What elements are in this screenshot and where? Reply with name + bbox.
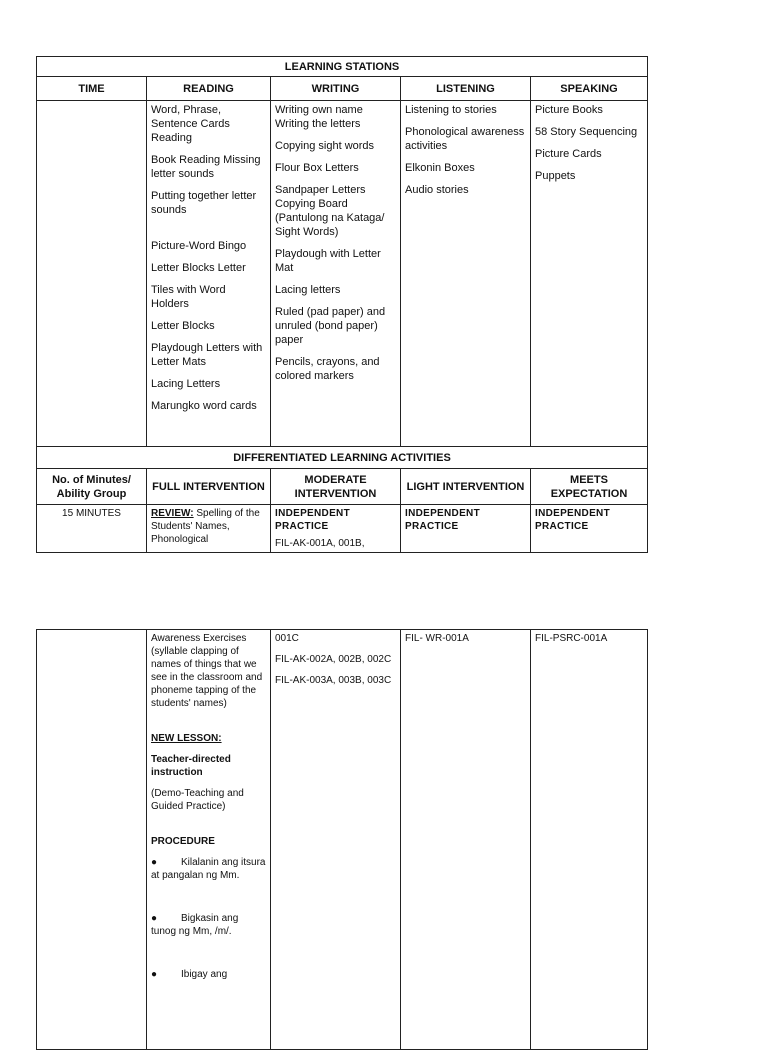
bullet-icon: ● xyxy=(151,857,158,868)
activity-code: FIL-AK-001A, 001B, xyxy=(275,538,365,549)
meets-expectation-cell xyxy=(531,505,648,553)
list-item: Pencils, crayons, and colored markers xyxy=(275,356,380,382)
speaking-cell xyxy=(531,101,648,447)
list-item: Putting together letter sounds xyxy=(151,190,257,216)
list-item: Letter Blocks Letter xyxy=(151,262,246,274)
header-light: LIGHT INTERVENTION xyxy=(401,469,531,505)
list-item: Copying sight words xyxy=(275,140,375,152)
list-item: Word, Phrase, Sentence Cards Reading xyxy=(151,104,230,144)
header-meets: MEETS EXPECTATION xyxy=(531,469,648,505)
continuation-table xyxy=(36,629,648,1050)
list-item: Elkonin Boxes xyxy=(405,162,475,174)
reading-cell xyxy=(147,101,271,447)
activity-code: FIL- WR-001A xyxy=(405,633,469,644)
procedure-step: ● Bigkasin ang tunog ng Mm, /m/. xyxy=(151,913,239,937)
list-item: Writing own name Writing the letters xyxy=(275,104,363,130)
bullet-icon: ● xyxy=(151,969,158,980)
list-item: Lacing Letters xyxy=(151,378,221,390)
learning-stations-table xyxy=(36,56,648,553)
meets-expectation-cell xyxy=(531,630,648,1050)
activity-code: FIL-AK-003A, 003B, 003C xyxy=(275,675,392,686)
light-intervention-cell xyxy=(401,505,531,553)
list-item: Tiles with Word Holders xyxy=(151,284,226,310)
list-item: Letter Blocks xyxy=(151,320,215,332)
header-time: TIME xyxy=(37,77,147,101)
header-writing: WRITING xyxy=(271,77,401,101)
moderate-intervention-cell xyxy=(271,630,401,1050)
new-lesson-label: NEW LESSON: xyxy=(151,733,222,744)
demo-text: (Demo-Teaching and Guided Practice) xyxy=(151,788,244,812)
light-intervention-cell xyxy=(401,630,531,1050)
list-item: Ruled (pad paper) and unruled (bond paper) paper xyxy=(275,306,386,346)
independent-practice-label: INDEPENDENT PRACTICE xyxy=(405,508,480,532)
independent-practice-label: INDEPENDENT PRACTICE xyxy=(535,508,610,532)
review-label: REVIEW: xyxy=(151,508,194,519)
list-item: Flour Box Letters xyxy=(275,162,359,174)
teacher-directed-label: Teacher-directed instruction xyxy=(151,754,231,778)
header-moderate: MODERATE INTERVENTION xyxy=(271,469,401,505)
list-item: Marungko word cards xyxy=(151,400,257,412)
list-item: Lacing letters xyxy=(275,284,341,296)
activity-code: FIL-PSRC-001A xyxy=(535,633,608,644)
review-text: Spelling of the Students' Names, Phonological xyxy=(151,508,260,545)
review-continuation: Awareness Exercises (syllable clapping of names of things that we see in the classroom and phoneme tapping of the students' names) xyxy=(151,633,263,709)
moderate-intervention-cell xyxy=(271,505,401,553)
full-intervention-cell xyxy=(147,505,271,553)
list-item: Picture Cards xyxy=(535,148,602,160)
activity-code: 001C xyxy=(275,633,299,644)
header-listening: LISTENING xyxy=(401,77,531,101)
procedure-step: ● Ibigay ang xyxy=(151,969,228,980)
list-item: 58 Story Sequencing xyxy=(535,126,638,138)
section-title: DIFFERENTIATED LEARNING ACTIVITIES xyxy=(37,447,648,469)
time-cell xyxy=(37,101,147,447)
procedure-step: ● Kilalanin ang itsura at pangalan ng Mm. xyxy=(151,857,266,881)
procedure-label: PROCEDURE xyxy=(151,836,215,847)
list-item: Playdough Letters with Letter Mats xyxy=(151,342,263,368)
header-speaking: SPEAKING xyxy=(531,77,648,101)
list-item: Playdough with Letter Mat xyxy=(275,248,381,274)
header-full: FULL INTERVENTION xyxy=(147,469,271,505)
list-item: Book Reading Missing letter sounds xyxy=(151,154,261,180)
list-item: Audio stories xyxy=(405,184,469,196)
time-value: 15 MINUTES xyxy=(37,505,147,553)
full-intervention-cell xyxy=(147,630,271,1050)
time-cell xyxy=(37,630,147,1050)
listening-cell xyxy=(401,101,531,447)
list-item: Puppets xyxy=(535,170,576,182)
list-item: Sandpaper Letters Copying Board (Pantulong na Kataga/ Sight Words) xyxy=(275,184,385,238)
bullet-icon: ● xyxy=(151,913,158,924)
list-item: Picture-Word Bingo xyxy=(151,240,247,252)
independent-practice-label: INDEPENDENT PRACTICE xyxy=(275,508,350,532)
list-item: Listening to stories xyxy=(405,104,497,116)
header-minutes: No. of Minutes/ Ability Group xyxy=(37,469,147,505)
table-title: LEARNING STATIONS xyxy=(37,57,648,77)
list-item: Phonological awareness activities xyxy=(405,126,525,152)
header-reading: READING xyxy=(147,77,271,101)
activity-code: FIL-AK-002A, 002B, 002C xyxy=(275,654,392,665)
list-item: Picture Books xyxy=(535,104,603,116)
writing-cell xyxy=(271,101,401,447)
